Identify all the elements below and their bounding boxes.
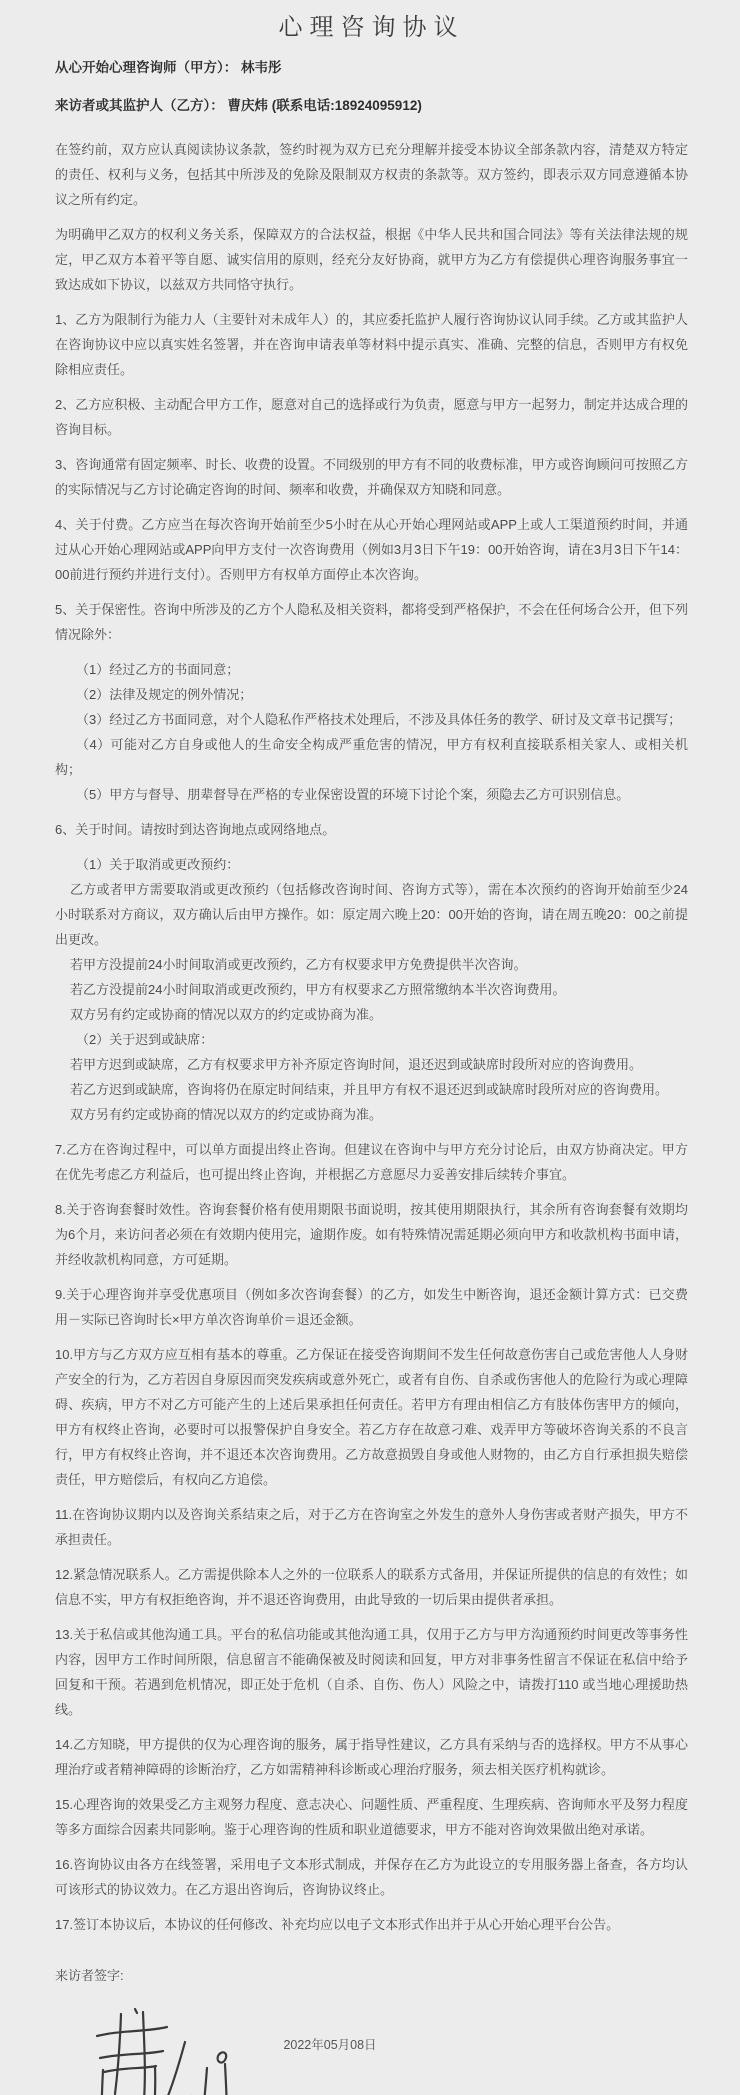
agreement-clause: （1）关于取消或更改预约：	[76, 857, 240, 872]
agreement-clause: 12.紧急情况联系人。乙方需提供除本人之外的一位联系人的联系方式备用，并保证所提供的信息的有效性；如信息不实，甲方有权拒绝咨询，并不退还咨询费用，由此导致的一切后果由提供者承担。	[55, 1567, 688, 1607]
agreement-clause: （2）法律及规定的例外情况；	[76, 687, 253, 702]
agreement-clause: 若乙方没提前24小时间取消或更改预约，甲方有权要求乙方照常缴纳本半次咨询费用。	[70, 982, 566, 997]
agreement-clause: 乙方或者甲方需要取消或更改预约（包括修改咨询时间、咨询方式等），需在本次预约的咨询开始前至少24小时联系对方商议，双方确认后由甲方操作。如：原定周六晚上20：00开始的咨询，请在周五晚20：00之前提出更改。	[55, 882, 688, 947]
agreement-clause: 2、乙方应积极、主动配合甲方工作，愿意对自己的选择或行为负责，愿意与甲方一起努力，制定并达成合理的咨询目标。	[55, 397, 688, 437]
agreement-body	[55, 137, 688, 1937]
agreement-clause: 17.签订本协议后，本协议的任何修改、补充均应以电子文本形式作出并于从心开始心理平台公告。	[55, 1917, 620, 1932]
agreement-clause: 双方另有约定或协商的情况以双方的约定或协商为准。	[70, 1007, 383, 1022]
agreement-date: 2022年05月08日	[283, 2037, 377, 2052]
page-title: 心理咨询协议	[278, 14, 465, 41]
agreement-clause: 若乙方迟到或缺席，咨询将仍在原定时间结束，并且甲方有权不退还迟到或缺席时段所对应的咨询费用。	[70, 1082, 669, 1097]
signature-label: 来访者签字:	[55, 1968, 124, 1983]
agreement-clause: （5）甲方与督导、朋辈督导在严格的专业保密设置的环境下讨论个案，须隐去乙方可识别信息。	[76, 787, 630, 802]
agreement-clause: （3）经过乙方书面同意，对个人隐私作严格技术处理后，不涉及具体任务的教学、研讨及文章书记撰写；	[76, 712, 682, 727]
agreement-clause: （2）关于迟到或缺席：	[76, 1032, 214, 1047]
agreement-clause: 15.心理咨询的效果受乙方主观努力程度、意志决心、问题性质、严重程度、生理疾病、咨询师水平及努力程度等多方面综合因素共同影响。鉴于心理咨询的性质和职业道德要求，甲方不能对咨询效果做出绝对承诺。	[55, 1797, 688, 1837]
agreement-clause: 9.关于心理咨询并享受优惠项目（例如多次咨询套餐）的乙方，如发生中断咨询，退还金额计算方式：已交费用－实际已咨询时长×甲方单次咨询单价＝退还金额。	[55, 1287, 688, 1327]
agreement-clause: 5、关于保密性。咨询中所涉及的乙方个人隐私及相关资料，都将受到严格保护，不会在任何场合公开，但下列情况除外：	[55, 602, 688, 642]
agreement-clause: 1、乙方为限制行为能力人（主要针对未成年人）的，其应委托监护人履行咨询协议认同手续。乙方或其监护人在咨询协议中应以真实姓名签署，并在咨询申请表单等材料中提示真实、准确、完整的信息，否则甲方有权免除相应责任。	[55, 312, 688, 377]
agreement-clause: 16.咨询协议由各方在线签署，采用电子文本形式制成，并保存在乙方为此设立的专用服务器上备查，各方均认可该形式的协议效力。在乙方退出咨询后，咨询协议终止。	[55, 1857, 688, 1897]
agreement-clause: 在签约前，双方应认真阅读协议条款，签约时视为双方已充分理解并接受本协议全部条款内容，清楚双方特定的责任、权利与义务，包括其中所涉及的免除及限制双方权责的条款等。双方签约，即表示双方同意遵循本协议之所有约定。	[55, 142, 688, 207]
agreement-clause: 8.关于咨询套餐时效性。咨询套餐价格有使用期限书面说明，按其使用期限执行，其余所有咨询套餐有效期均为6个月，来访问者必须在有效期内使用完，逾期作废。如有特殊情况需延期必须向甲方和收款机构书面申请，并经收款机构同意，方可延期。	[55, 1202, 688, 1267]
agreement-clause: 若甲方迟到或缺席，乙方有权要求甲方补齐原定咨询时间，退还迟到或缺席时段所对应的咨询费用。	[70, 1057, 643, 1072]
agreement-clause: 14.乙方知晓，甲方提供的仅为心理咨询的服务，属于指导性建议，乙方具有采纳与否的选择权。甲方不从事心理治疗或者精神障碍的诊断治疗，乙方如需精神科诊断或心理治疗服务，须去相关医疗机构就诊。	[55, 1737, 688, 1777]
agreement-clause: 3、咨询通常有固定频率、时长、收费的设置。不同级别的甲方有不同的收费标准，甲方或咨询顾问可按照乙方的实际情况与乙方讨论确定咨询的时间、频率和收费，并确保双方知晓和同意。	[55, 457, 688, 497]
agreement-clause: 4、关于付费。乙方应当在每次咨询开始前至少5小时在从心开始心理网站或APP上或人工渠道预约时间，并通过从心开始心理网站或APP向甲方支付一次咨询费用（例如3月3日下午19：00开始咨询，请在3月3日下午14：00前进行预约并进行支付）。否则甲方有权单方面停止本次咨询。	[55, 517, 688, 582]
agreement-clause: 11.在咨询协议期内以及咨询关系结束之后，对于乙方在咨询室之外发生的意外人身伤害或者财产损失，甲方不承担责任。	[55, 1507, 688, 1547]
agreement-clause: 13.关于私信或其他沟通工具。平台的私信功能或其他沟通工具，仅用于乙方与甲方沟通预约时间更改等事务性内容，因甲方工作时间所限，信息留言不能确保被及时阅读和回复，甲方对非事务性留言不保证在私信中给予回复和干预。若遇到危机情况，即正处于危机（自杀、自伤、伤人）风险之中，请拨打110 或当地心理援助热线。	[55, 1627, 688, 1717]
agreement-clause: （4）可能对乙方自身或他人的生命安全构成严重危害的情况，甲方有权利直接联系相关家人、或相关机构；	[55, 737, 688, 777]
agreement-clause: 10.甲方与乙方双方应互相有基本的尊重。乙方保证在接受咨询期间不发生任何故意伤害自己或危害他人人身财产安全的行为，乙方若因自身原因而突发疾病或意外死亡，或者有自伤、自杀或伤害他人的危险行为或心理障碍、疾病，甲方不对乙方可能产生的上述后果承担任何责任。若甲方有理由相信乙方有肢体伤害甲方的倾向，甲方有权终止咨询，必要时可以报警保护自身安全。若乙方存在故意刁难、戏弄甲方等破坏咨询关系的不良言行，甲方有权终止咨询，并不退还本次咨询费用。乙方故意损毁自身或他人财物的，由乙方自行承担损失赔偿责任，甲方赔偿后，有权向乙方追偿。	[55, 1347, 688, 1487]
party-a-line: 从心开始心理咨询师（甲方）： 林韦彤	[55, 60, 282, 75]
agreement-clause: 双方另有约定或协商的情况以双方的约定或协商为准。	[70, 1107, 383, 1122]
agreement-clause: 7.乙方在咨询过程中，可以单方面提出终止咨询。但建议在咨询中与甲方充分讨论后，由双方协商决定。甲方在优先考虑乙方利益后，也可提出终止咨询，并根据乙方意愿尽力妥善安排后续转介事宜。	[55, 1142, 688, 1182]
agreement-clause: 若甲方没提前24小时间取消或更改预约，乙方有权要求甲方免费提供半次咨询。	[70, 957, 527, 972]
party-b-line: 来访者或其监护人（乙方）： 曹庆炜 (联系电话:18924095912)	[55, 98, 422, 113]
agreement-clause: 6、关于时间。请按时到达咨询地点或网络地点。	[55, 822, 336, 837]
agreement-clause: 为明确甲乙双方的权利义务关系，保障双方的合法权益，根据《中华人民共和国合同法》等有关法律法规的规定，甲乙双方本着平等自愿、诚实信用的原则，经充分友好协商，就甲方为乙方有偿提供心理咨询服务事宜一致达成如下协议，以兹双方共同恪守执行。	[55, 227, 688, 292]
agreement-clause: （1）经过乙方的书面同意；	[76, 662, 240, 677]
